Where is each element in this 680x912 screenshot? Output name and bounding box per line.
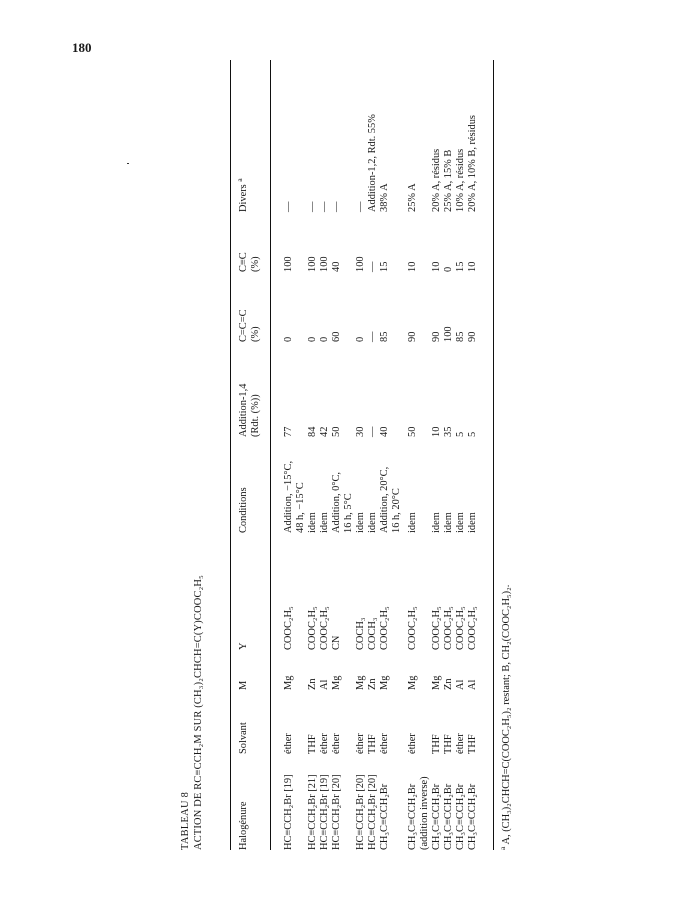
cell-halogenure: HC≡CCH₂Br [20] [331, 774, 342, 850]
cell-addition: 84 [307, 426, 318, 437]
cell-divers: 25% A [407, 183, 418, 212]
footnote [498, 584, 513, 850]
cell-alkyne: 10 [431, 261, 442, 272]
cell-conditions: idem [367, 512, 378, 533]
header-divers-marker: a [235, 178, 244, 182]
cell-y: COOC₂H₅ [283, 606, 294, 650]
cell-solvant: éther [355, 733, 366, 754]
cell-halogenure: HC≡CCH₂Br [20] [367, 774, 378, 850]
cell-divers: — [307, 201, 318, 212]
cell-divers: — [331, 201, 342, 212]
cell-allene: — [367, 331, 378, 342]
cell-conditions: Addition, 0°C, [331, 471, 342, 533]
cell-conditions: idem [443, 512, 454, 533]
cell-conditions: idem [319, 512, 330, 533]
cell-halogenure: HC≡CCH₂Br [19] [283, 774, 294, 850]
cell-conditions-line2: 48 h, −15°C [295, 482, 306, 533]
cell-m: Al [319, 679, 330, 690]
cell-addition: 35 [443, 426, 454, 437]
table-label: TABLEAU 8 [180, 791, 191, 850]
cell-divers: — [355, 201, 366, 212]
header-allene-line2: (%) [250, 326, 261, 342]
footnote-marker: a [498, 846, 507, 850]
cell-allene: 90 [431, 331, 442, 342]
header-alkyne-line2: (%) [250, 256, 261, 272]
cell-conditions-line2: 16 h, 5°C [343, 493, 354, 533]
header-alkyne [238, 252, 262, 272]
table-title: ACTION DE RC≡CCH₂M SUR (CH₃)₂CHCH=C(Y)COOC₂H₅ [193, 575, 204, 850]
cell-allene: 60 [331, 331, 342, 342]
cell-divers: Addition-1,2, Rdt. 55% [367, 114, 378, 212]
page-number: 180 [72, 40, 92, 55]
header-divers-text: Divers [238, 184, 249, 212]
cell-divers: 38% A [379, 183, 390, 212]
cell-y: COOC₂H₅ [307, 606, 318, 650]
cell-m: Mg [331, 675, 342, 690]
cell-allene: 0 [307, 336, 318, 342]
cell-allene: 90 [407, 331, 418, 342]
cell-addition: 10 [431, 426, 442, 437]
cell-addition: 50 [407, 426, 418, 437]
cell-addition: 77 [283, 426, 294, 437]
header-allene-line1: C=C=C [238, 309, 249, 342]
cell-alkyne: 40 [331, 261, 342, 272]
cell-halogenure: CH₃C≡CCH₂Br [443, 783, 454, 850]
cell-conditions: idem [307, 512, 318, 533]
cell-allene: 0 [355, 336, 366, 342]
cell-allene: 90 [467, 331, 478, 342]
cell-halogenure: (addition inverse) [419, 776, 430, 850]
cell-alkyne: 10 [407, 261, 418, 272]
cell-y: COOC₂H₅ [319, 606, 330, 650]
cell-alkyne: 0 [443, 266, 454, 272]
cell-halogenure: CH₃C≡CCH₂Br [455, 783, 466, 850]
cell-m: Al [467, 679, 478, 690]
cell-solvant: éther [283, 733, 294, 754]
cell-alkyne: 100 [307, 256, 318, 272]
cell-conditions: idem [431, 512, 442, 533]
table-rule-top [230, 60, 231, 850]
cell-alkyne: 10 [467, 261, 478, 272]
header-addition [238, 384, 262, 437]
cell-addition: — [367, 426, 378, 437]
cell-conditions: idem [407, 512, 418, 533]
cell-divers: 20% A, résidus [431, 148, 442, 212]
cell-conditions-line2: 16 h, 20°C [391, 488, 402, 533]
header-addition-line1: Addition-1,4 [238, 383, 249, 437]
cell-divers: 20% A, 10% B, résidus [467, 115, 478, 212]
cell-solvant: THF [431, 734, 442, 754]
cell-solvant: éther [455, 733, 466, 754]
cell-halogenure: HC≡CCH₂Br [19] [319, 774, 330, 850]
header-conditions: Conditions [238, 487, 249, 533]
cell-alkyne: — [367, 261, 378, 272]
cell-divers: — [319, 201, 330, 212]
cell-addition: 5 [455, 431, 466, 437]
cell-alkyne: 100 [283, 256, 294, 272]
cell-m: Mg [355, 675, 366, 690]
cell-y: COOC₂H₅ [455, 606, 466, 650]
cell-conditions: idem [355, 512, 366, 533]
cell-y: COCH₃ [367, 617, 378, 650]
cell-halogenure: HC≡CCH₂Br [21] [307, 774, 318, 850]
footnote-text: A, (CH₃)₂CHCH=C(COOC₂H₅)₂ restant; B, CH₂(COOC₂H₅)₂. [501, 584, 512, 845]
cell-m: Al [455, 679, 466, 690]
cell-divers: 25% A, 15% B [443, 149, 454, 212]
cell-conditions: Addition, −15°C, [283, 460, 294, 533]
cell-addition: 5 [467, 431, 478, 437]
cell-y: COOC₂H₅ [467, 606, 478, 650]
cell-alkyne: 100 [355, 256, 366, 272]
cell-halogenure: CH₃C≡CCH₂Br [431, 783, 442, 850]
cell-y: COOC₂H₅ [443, 606, 454, 650]
cell-solvant: THF [467, 734, 478, 754]
cell-m: Mg [283, 675, 294, 690]
cell-allene: 0 [283, 336, 294, 342]
header-solvant: Solvant [238, 722, 249, 754]
cell-y: COCH₃ [355, 617, 366, 650]
cell-addition: 50 [331, 426, 342, 437]
header-alkyne-line1: C≡C [238, 252, 249, 272]
cell-allene: 100 [443, 326, 454, 342]
cell-solvant: THF [307, 734, 318, 754]
cell-solvant: THF [367, 734, 378, 754]
cell-halogenure: CH₃C≡CCH₂Br [379, 783, 390, 850]
cell-y: COOC₂H₅ [379, 606, 390, 650]
stray-mark [127, 163, 129, 164]
header-halogenure: Halogénure [238, 801, 249, 850]
cell-m: Mg [379, 675, 390, 690]
cell-allene: 85 [455, 331, 466, 342]
cell-m: Zn [443, 678, 454, 690]
cell-halogenure: CH₃C≡CCH₂Br [407, 783, 418, 850]
header-divers [235, 178, 250, 212]
header-allene [238, 309, 262, 342]
cell-y: COOC₂H₅ [407, 606, 418, 650]
cell-conditions: idem [455, 512, 466, 533]
cell-addition: 42 [319, 426, 330, 437]
cell-alkyne: 15 [455, 261, 466, 272]
rotated-table-block [180, 60, 510, 850]
cell-alkyne: 100 [319, 256, 330, 272]
cell-solvant: éther [379, 733, 390, 754]
cell-y: CN [331, 635, 342, 650]
cell-halogenure: HC≡CCH₂Br [20] [355, 774, 366, 850]
cell-divers: — [283, 201, 294, 212]
cell-solvant: éther [319, 733, 330, 754]
table-rule-bottom [493, 60, 494, 850]
cell-allene: 85 [379, 331, 390, 342]
cell-divers: 10% A, résidus [455, 148, 466, 212]
cell-conditions: idem [467, 512, 478, 533]
header-m: M [238, 680, 249, 690]
table-rule-mid [270, 60, 271, 850]
cell-solvant: éther [407, 733, 418, 754]
cell-m: Mg [431, 675, 442, 690]
cell-solvant: THF [443, 734, 454, 754]
header-y: Y [238, 642, 249, 650]
cell-addition: 30 [355, 426, 366, 437]
cell-addition: 40 [379, 426, 390, 437]
cell-halogenure: CH₃C≡CCH₂Br [467, 783, 478, 850]
cell-m: Zn [307, 678, 318, 690]
cell-alkyne: 15 [379, 261, 390, 272]
cell-conditions: Addition, 20°C, [379, 466, 390, 533]
cell-allene: 0 [319, 336, 330, 342]
cell-y: COOC₂H₅ [431, 606, 442, 650]
cell-m: Mg [407, 675, 418, 690]
cell-solvant: éther [331, 733, 342, 754]
header-addition-line2: (Rdt. (%)) [250, 394, 261, 437]
cell-m: Zn [367, 678, 378, 690]
